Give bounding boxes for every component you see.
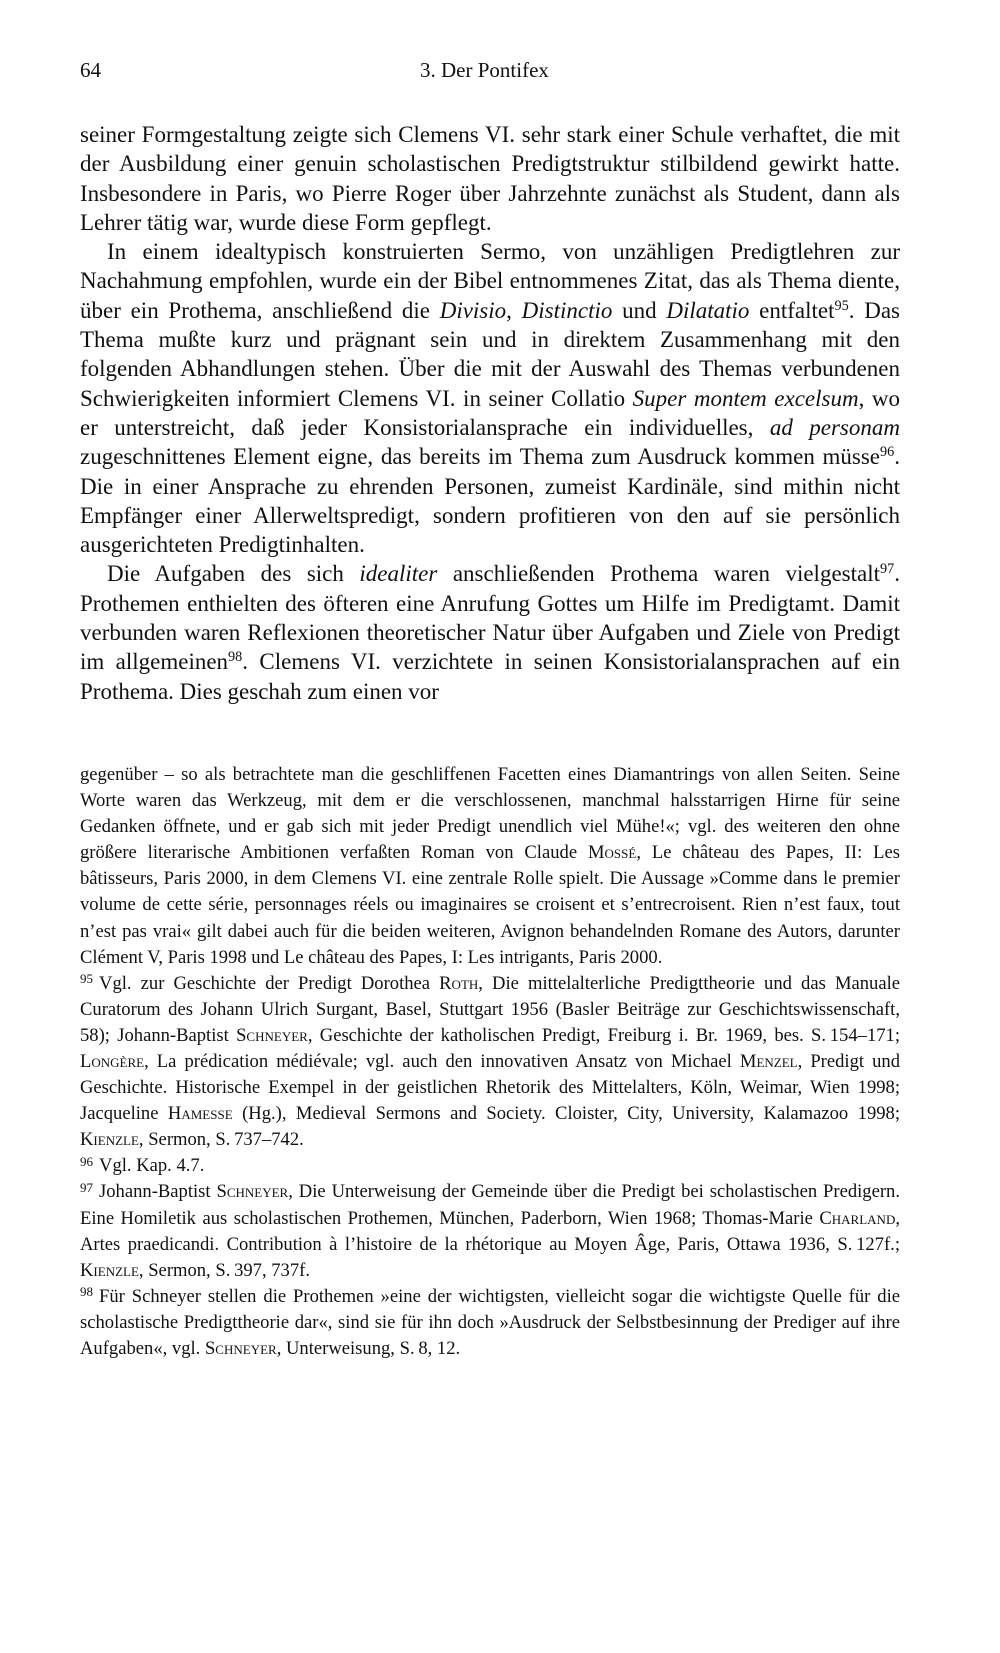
text-run: anschließenden Prothema waren vielgestalt [437,561,880,587]
text-run: , Artes praedicandi. Contribution à l’histoire de la rhétorique au Moyen Âge, Paris, Ottawa 1936, S. 127f.; [80,1207,900,1255]
footnote-number: 96 [80,1153,94,1169]
text-run: , Geschichte der katholischen Predigt, Freiburg i. Br. 1969, bes. S. 154–171; [307,1024,900,1046]
paragraph-3 [80,559,900,705]
running-title: 3. Der Pontifex [420,58,549,82]
text-run: entfaltet [749,297,835,323]
text-run: Vgl. zur Geschichte der Predigt Dorothea [99,972,440,994]
footnote-95 [80,971,900,1154]
page-header [80,58,900,98]
text-run: Johann-Baptist [99,1181,217,1203]
footnote-97 [80,1179,900,1283]
text-run: Für Schneyer stellen die Prothemen »eine der wichtigsten, vielleicht sogar die wichtigste Quelle für die scholastische Predigttheorie dar«, sind sie für ihn doch »Ausdruck der Selbstbesinnung der Prediger auf ihre Aufgaben«, vgl. [80,1285,900,1359]
author-name: Schneyer [216,1181,289,1203]
paragraph-1 [80,120,900,237]
author-name: Kienzle [80,1259,139,1281]
footnote-ref-98[interactable]: 98 [228,649,243,666]
text-run: , Sermon, S. 737–742. [138,1129,304,1151]
author-name: Schneyer [204,1338,277,1359]
text-run: In einem idealtypisch konstruierten Sermo, von unzähligen Predigtlehren zur Nachahmung empfohlen, wurde ein der Bibel entnommenes Zitat, das als Thema diente, über ein Prothema, anschließend die [80,239,900,323]
footnote-number: 97 [80,1179,94,1195]
text-run: , Unterweisung, S. 8, 12. [276,1338,461,1359]
author-name: Longère [80,1050,145,1072]
text-run: . Das Thema mußte kurz und prägnant sein und in direktem Zusammenhang mit den folgenden Abhandlungen stehen. Über die mit der Auswahl des Themas verbundenen Schwierigkeiten informiert Clemens VI. in seiner Collatio [80,297,900,411]
text-run: , La prédication médiévale; vgl. auch den innovativen Ansatz von Michael [144,1050,740,1072]
page-number: 64 [80,58,101,82]
author-name: Menzel [739,1050,798,1072]
author-name: Hamesse [167,1103,233,1125]
text-run: gegenüber – so als betrachtete man die geschliffenen Facetten eines Diamantrings von allen Seiten. Seine Worte waren das Werkzeug, mit dem er die verschlossenen, manchmal halsstarrigen Hirne für seine Gedanken öffnete, und er gab sich mit jeder Predigt unendlich viel Mühe!«; vgl. des weiteren den ohne größere literarische Ambitionen verfaßten Roman von Claude [80,763,900,864]
italic-term: ad personam [769,414,900,440]
text-run: und [612,297,667,323]
paragraph-1-text: seiner Formgestaltung zeigte sich Clemens VI. sehr stark einer Schule verhaftet, die mit der Ausbildung einer genuin scholastischen Predigtstruktur stilbildend gewirkt hatte. Insbesondere in Paris, wo Pierre Roger über Jahrzehnte zunächst als Student, dann als Lehrer tätig war, wurde diese Form gepflegt. [80,122,900,235]
text-run: , Die mittelalterliche Predigttheorie und das Manuale Curatorum des Johann Ulrich Surgant, Basel, Stuttgart 1956 (Basler Beiträge zur Geschichtswissenschaft, 58); Johann-Baptist [80,972,900,1046]
footnote-continuation [80,762,900,971]
italic-term: idealiter [359,561,438,587]
text-run: , Sermon, S. 397, 737f. [138,1259,310,1281]
footnotes [80,762,900,1362]
text-run: , Predigt und Geschichte. Historische Exempel in der geistlichen Rhetorik des Mittelalters, Köln, Weimar, Wien 1998; Jacqueline [80,1050,900,1125]
author-name: Kienzle [80,1129,139,1151]
footnote-96 [80,1153,900,1179]
author-name: Mossé [587,842,637,864]
text-run: , Le château des Papes, II: Les bâtisseurs, Paris 2000, in dem Clemens VI. eine zentrale Rolle spielt. Die Aussage »Comme dans le premier volume de cette série, personnages réels ou imaginaires se croisent et s’entrecroisent. Rien n’est faux, tout n’est pas vrai« gilt dabei auch für die beiden weiteren, Avignon behandelnden Romane des Autors, darunter Clément V, Paris 1998 und Le château des Papes, I: Les intrigants, Paris 2000. [80,842,900,968]
paragraph-2 [80,237,900,559]
text-run: Vgl. Kap. 4.7. [99,1155,205,1177]
footnote-ref-97[interactable]: 97 [880,561,895,578]
text-run: , Die Unterweisung der Gemeinde über die Predigt bei scholastischen Predigern. Eine Homiletik aus scholastischen Prothemen, München, Paderborn, Wien 1968; Thomas-Marie [80,1181,900,1229]
footnote-98 [80,1284,900,1362]
author-name: Schneyer [236,1024,308,1046]
text-run: (Hg.), Medieval Sermons and Society. Cloister, City, University, Kalamazoo 1998; [232,1103,901,1125]
text-run: , wo er unterstreicht, daß jeder Konsistorialansprache ein individuelles, [80,385,900,440]
book-page [80,58,900,1362]
italic-term: Divisio [439,297,507,323]
italic-term: Distinctio [521,297,613,323]
author-name: Charland [819,1207,896,1229]
footnote-number: 98 [80,1283,94,1299]
author-name: Roth [439,972,479,994]
footnote-ref-96[interactable]: 96 [880,444,895,461]
text-run: zugeschnittenes Element eigne, das bereits im Thema zum Ausdruck kommen müsse [80,444,880,470]
text-run: , [506,297,522,323]
text-run: Die Aufgaben des sich [107,561,360,587]
italic-title: Super montem excelsum [632,385,859,411]
text-run: . Die in einer Ansprache zu ehrenden Personen, zumeist Kardinäle, sind mithin nicht Empfänger einer Allerweltspredigt, sondern profitieren von den auf sie persönlich ausgerichteten Predigtinhalten. [80,444,900,558]
italic-term: Dilatatio [666,297,750,323]
text-run: . Clemens VI. verzichtete in seinen Konsistorialansprachen auf ein Prothema. Dies geschah zum einen vor [80,649,900,704]
text-run: . Prothemen enthielten des öfteren eine Anrufung Gottes um Hilfe im Predigtamt. Damit verbunden waren Reflexionen theoretischer Natur über Aufgaben und Ziele von Predigt im allgemeinen [80,561,900,675]
main-text [80,120,900,706]
footnote-ref-95[interactable]: 95 [834,297,849,314]
footnote-number: 95 [80,970,94,986]
